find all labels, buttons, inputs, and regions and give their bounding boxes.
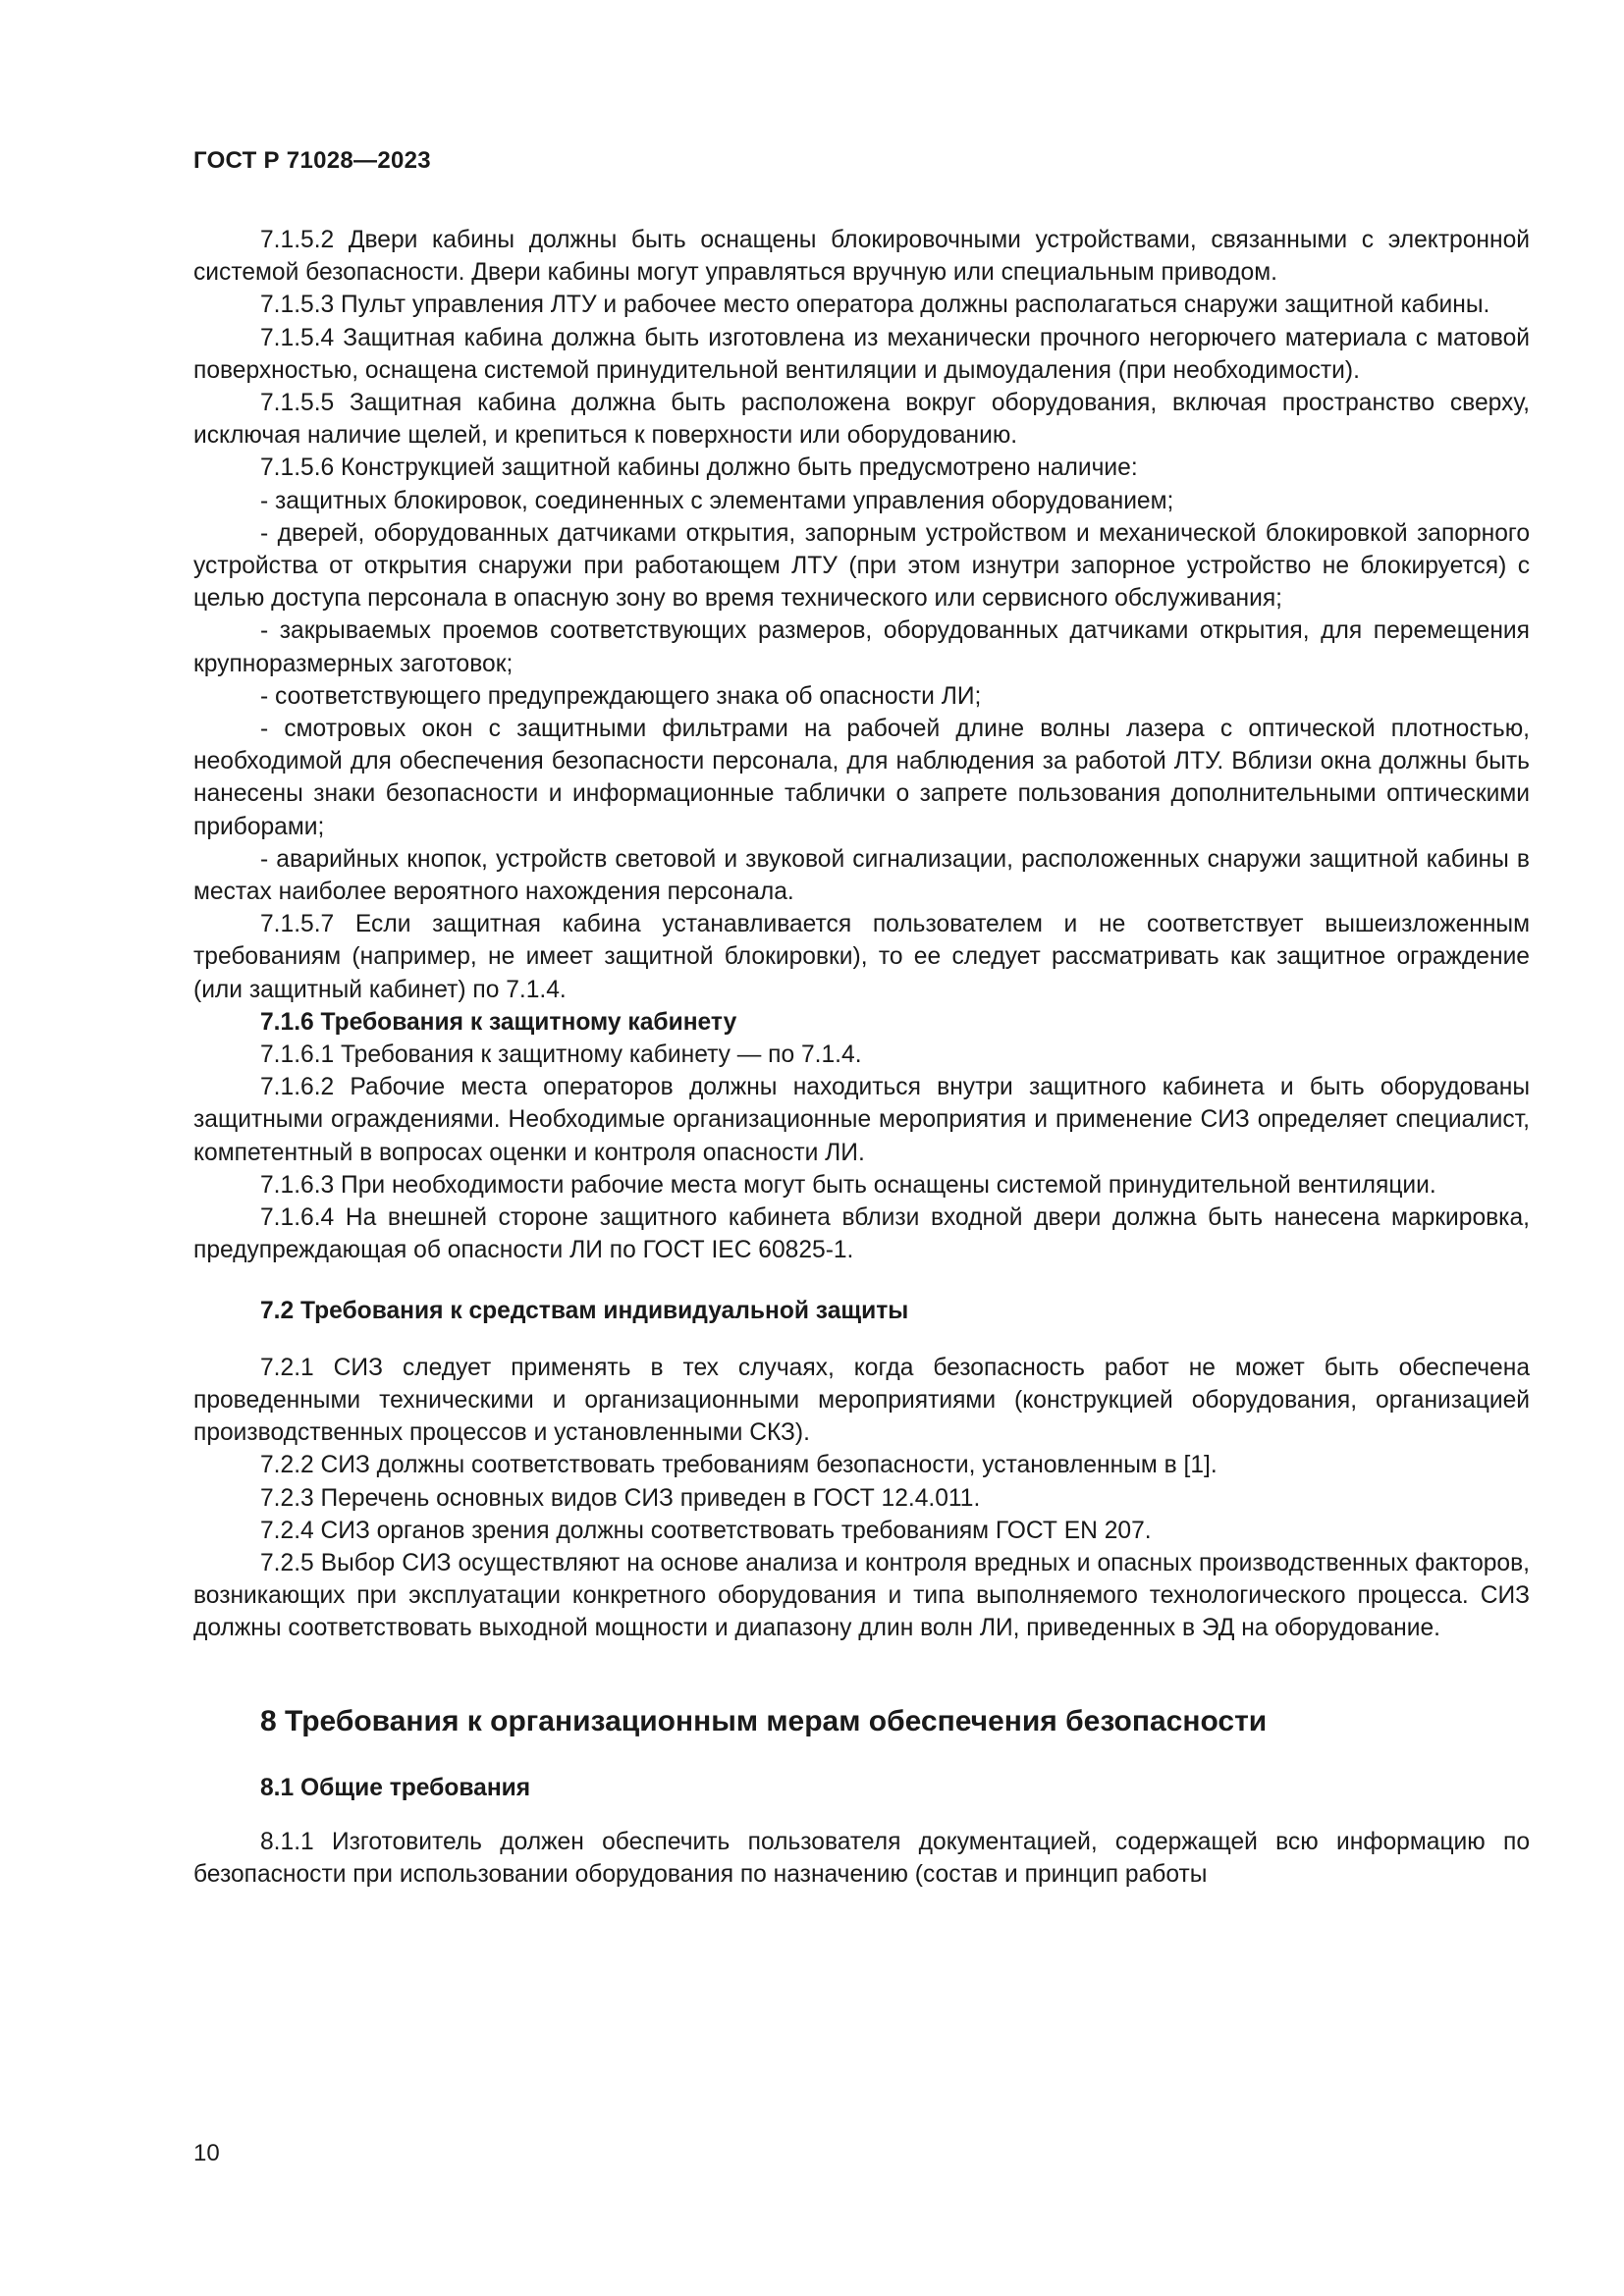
paragraph: 7.1.5.6 Конструкцией защитной кабины должно быть предусмотрено наличие: — [260, 454, 1138, 482]
paragraph: 7.1.5.4 Защитная кабина должна быть изготовлена из механически прочного негорючего материала с матовой поверхностью, оснащена системой принудительной вентиляции и дымоудаления (при необходимости). — [193, 324, 1530, 384]
paragraph: 7.1.6.2 Рабочие места операторов должны находиться внутри защитного кабинета и быть оборудованы защитными ограждениями. Необходимые организационные мероприятия и применение СИЗ определяет специалист, компетентный в вопросах оценки и контроля опасности ЛИ. — [193, 1074, 1530, 1166]
paragraph: 7.2.5 Выбор СИЗ осуществляют на основе анализа и контроля вредных и опасных производственных факторов, возникающих при эксплуатации конкретного оборудования и типа выполняемого технологического процесса. СИЗ должны соответствовать выходной мощности и диапазону длин волн ЛИ, приведенных в ЭД на оборудование. — [193, 1549, 1530, 1642]
page-number: 10 — [193, 2140, 220, 2166]
paragraph: 7.1.6.3 При необходимости рабочие места могут быть оснащены системой принудительной вентиляции. — [260, 1171, 1436, 1199]
chapter-heading-8: 8 Требования к организационным мерам обеспечения безопасности — [260, 1704, 1268, 1737]
section-7-2 — [193, 1352, 1530, 1645]
paragraph: 8.1.1 Изготовитель должен обеспечить пользователя документацией, содержащей всю информацию по безопасности при использовании оборудования по назначению (состав и принцип работы — [193, 1828, 1530, 1888]
paragraph: 7.2.2 СИЗ должны соответствовать требованиям безопасности, установленным в [1]. — [260, 1452, 1218, 1479]
list-item: - защитных блокировок, соединенных с элементами управления оборудованием; — [260, 487, 1174, 514]
paragraph: 7.1.5.2 Двери кабины должны быть оснащены блокировочными устройствами, связанными с электронной системой безопасности. Двери кабины могут управляться вручную или специальным приводом. — [193, 227, 1530, 287]
paragraph: 7.2.4 СИЗ органов зрения должны соответствовать требованиям ГОСТ EN 207. — [260, 1517, 1152, 1544]
paragraph: 7.1.5.7 Если защитная кабина устанавливается пользователем и не соответствует вышеизложенным требованиям (например, не имеет защитной блокировки), то ее следует рассматривать как защитное ограждение (или защитный кабинет) по 7.1.4. — [193, 911, 1530, 1003]
document-header: ГОСТ Р 71028—2023 — [193, 147, 431, 174]
paragraph: 7.1.6.1 Требования к защитному кабинету — по 7.1.4. — [260, 1041, 862, 1069]
section-heading-8-1: 8.1 Общие требования — [260, 1774, 531, 1801]
paragraph: 7.1.5.3 Пульт управления ЛТУ и рабочее место оператора должны располагаться снаружи защитной кабины. — [260, 292, 1490, 319]
section-8-1 — [193, 1826, 1530, 1891]
paragraph: 7.1.6.4 На внешней стороне защитного кабинета вблизи входной двери должна быть нанесена маркировка, предупреждающая об опасности ЛИ по ГОСТ IEC 60825-1. — [193, 1204, 1530, 1264]
subsection-heading-7-1-6: 7.1.6 Требования к защитному кабинету — [260, 1008, 737, 1036]
section-7-1-5 — [193, 224, 1530, 1006]
list-item: - дверей, оборудованных датчиками открытия, запорным устройством и механической блокировкой запорного устройства от открытия снаружи при работающем ЛТУ (при этом изнутри запорное устройство не блокируется) с целью доступа персонала в опасную зону во время технического или сервисного обслуживания; — [193, 519, 1530, 613]
paragraph: 7.2.1 СИЗ следует применять в тех случаях, когда безопасность работ не может быть обеспечена проведенными техническими и организационными мероприятиями (конструкцией оборудования, организацией производственных процессов и установленными СКЗ). — [193, 1354, 1530, 1447]
list-item: - смотровых окон с защитными фильтрами на рабочей длине волны лазера с оптической плотностью, необходимой для обеспечения безопасности персонала, для наблюдения за работой ЛТУ. Вблизи окна должны быть нанесены знаки безопасности и информационные таблички о запрете пользования дополнительными оптическими приборами; — [193, 716, 1530, 840]
section-7-1-6 — [193, 1039, 1530, 1266]
section-heading-7-2: 7.2 Требования к средствам индивидуальной защиты — [260, 1297, 909, 1324]
paragraph: 7.2.3 Перечень основных видов СИЗ приведен в ГОСТ 12.4.011. — [260, 1484, 981, 1512]
list-item: - закрываемых проемов соответствующих размеров, оборудованных датчиками открытия, для перемещения крупноразмерных заготовок; — [193, 617, 1530, 677]
paragraph: 7.1.5.5 Защитная кабина должна быть расположена вокруг оборудования, включая пространство сверху, исключая наличие щелей, и крепиться к поверхности или оборудованию. — [193, 390, 1530, 450]
document-body — [193, 224, 1530, 1891]
list-item: - соответствующего предупреждающего знака об опасности ЛИ; — [260, 682, 982, 710]
list-item: - аварийных кнопок, устройств световой и звуковой сигнализации, расположенных снаружи защитной кабины в местах наиболее вероятного нахождения персонала. — [193, 845, 1530, 906]
